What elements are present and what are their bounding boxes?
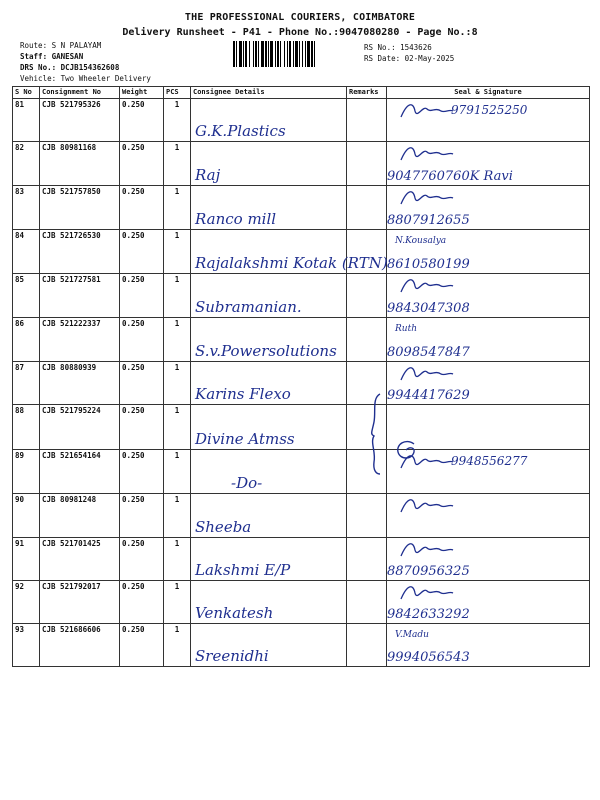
table-header-row [13,87,590,99]
table-row [13,538,590,581]
barcode [233,41,357,67]
cell-sno: 89 [13,450,40,494]
cell-consignment-no: CJB 80981248 [40,494,120,538]
table-row [13,142,590,186]
cell-pcs: 1 [164,405,191,450]
cell-seal-signature [387,494,590,538]
handwritten-consignee: G.K.Plastics [195,122,286,140]
cell-seal-signature [387,318,590,362]
cell-weight: 0.250 [120,624,164,667]
signature-scribble [397,494,457,516]
cell-pcs: 1 [164,186,191,230]
col-header-weight: Weight [120,87,164,99]
handwritten-signature-name: N.Kousalya [395,236,447,246]
cell-remarks [347,142,387,186]
handwritten-consignee: Subramanian. [195,298,302,316]
meta-left-block [20,40,151,84]
runsheet-table [12,86,590,667]
cell-consignee [191,186,347,230]
handwritten-phone: 8870956325 [387,564,470,579]
cell-consignee [191,624,347,667]
cell-sno: 90 [13,494,40,538]
cell-remarks [347,494,387,538]
cell-sno: 88 [13,405,40,450]
handwritten-phone: 8807912655 [387,213,470,228]
table-row [13,274,590,318]
cell-weight: 0.250 [120,318,164,362]
handwritten-phone: 8610580199 [387,257,470,272]
signature-scribble [397,186,457,208]
handwritten-phone: 9842633292 [387,607,470,622]
cell-consignment-no: CJB 80981168 [40,142,120,186]
cell-pcs: 1 [164,99,191,142]
cell-consignee [191,142,347,186]
rs-number: RS No.: 1543626 [364,43,432,52]
cell-sno: 83 [13,186,40,230]
cell-seal-signature [387,186,590,230]
col-header-pcs: PCS [164,87,191,99]
cell-pcs: 1 [164,142,191,186]
cell-pcs: 1 [164,362,191,405]
cell-consignee [191,274,347,318]
signature-scribble [397,142,457,164]
cell-weight: 0.250 [120,99,164,142]
cell-consignee [191,494,347,538]
cell-consignee [191,405,347,450]
handwritten-consignee: Ranco mill [195,210,277,228]
cell-seal-signature [387,581,590,624]
cell-pcs: 1 [164,624,191,667]
cell-seal-signature [387,99,590,142]
signature-scribble [397,538,457,560]
cell-weight: 0.250 [120,450,164,494]
signature-scribble [397,581,457,603]
table-row [13,186,590,230]
cell-seal-signature [387,624,590,667]
cell-pcs: 1 [164,450,191,494]
cell-consignment-no: CJB 521222337 [40,318,120,362]
cell-consignment-no: CJB 521654164 [40,450,120,494]
rs-date: RS Date: 02-May-2025 [364,54,455,63]
handwritten-consignee: Lakshmi E/P [195,561,291,579]
cell-consignee [191,362,347,405]
signature-scribble [397,274,457,296]
runsheet-subtitle: Delivery Runsheet - P41 - Phone No.:9047080280 - Page No.:8 [122,27,478,38]
cell-weight: 0.250 [120,186,164,230]
table-row [13,362,590,405]
staff-label: Staff: GANESAN [20,52,84,61]
table-row [13,494,590,538]
table-row [13,405,590,450]
cell-sno: 81 [13,99,40,142]
cell-pcs: 1 [164,494,191,538]
signature-circle-mark [392,436,422,466]
cell-consignment-no: CJB 80880939 [40,362,120,405]
cell-weight: 0.250 [120,581,164,624]
table-row [13,230,590,274]
cell-consignment-no: CJB 521727581 [40,274,120,318]
table-row [13,318,590,362]
cell-consignee [191,538,347,581]
cell-sno: 91 [13,538,40,581]
cell-consignment-no: CJB 521795224 [40,405,120,450]
handwritten-signature-name: Ruth [395,324,417,334]
cell-remarks [347,581,387,624]
cell-pcs: 1 [164,274,191,318]
cell-weight: 0.250 [120,274,164,318]
col-header-remarks: Remarks [347,87,387,99]
table-row [13,624,590,667]
cell-consignee [191,99,347,142]
handwritten-phone: 9047760760K Ravi [387,169,513,184]
signature-scribble [397,99,457,121]
handwritten-consignee: Divine Atmss [195,430,295,448]
cell-remarks [347,99,387,142]
table-row [13,450,590,494]
col-header-seal: Seal & Signature [387,87,590,99]
handwritten-consignee: S.v.Powersolutions [195,342,337,360]
cell-seal-signature [387,362,590,405]
cell-consignment-no: CJB 521686606 [40,624,120,667]
handwritten-phone: 9843047308 [387,301,470,316]
cell-consignee [191,318,347,362]
cell-weight: 0.250 [120,230,164,274]
col-header-consignment: Consignment No [40,87,120,99]
cell-sno: 85 [13,274,40,318]
cell-seal-signature [387,274,590,318]
handwritten-phone: 8098547847 [387,345,470,360]
cell-weight: 0.250 [120,362,164,405]
cell-sno: 86 [13,318,40,362]
cell-remarks [347,624,387,667]
cell-consignment-no: CJB 521757850 [40,186,120,230]
cell-seal-signature [387,538,590,581]
cell-consignment-no: CJB 521792017 [40,581,120,624]
cell-remarks [347,274,387,318]
col-header-consignee: Consignee Details [191,87,347,99]
cell-weight: 0.250 [120,142,164,186]
handwritten-consignee: -Do- [231,474,263,492]
meta-right-block [364,42,454,64]
handwritten-consignee: Venkatesh [195,604,274,622]
company-title: THE PROFESSIONAL COURIERS, COIMBATORE [184,12,416,23]
cell-sno: 92 [13,581,40,624]
table-row [13,99,590,142]
handwritten-phone: 9944417629 [387,388,470,403]
cell-sno: 84 [13,230,40,274]
cell-consignment-no: CJB 521726530 [40,230,120,274]
handwritten-consignee: Sreenidhi [195,647,269,665]
cell-weight: 0.250 [120,494,164,538]
cell-remarks [347,318,387,362]
route-label: Route: S N PALAYAM [20,41,102,50]
drs-label: DRS No.: DCJB154362608 [20,63,120,72]
cell-seal-signature [387,142,590,186]
table-row [13,581,590,624]
handwritten-signature-name: V.Madu [395,630,429,640]
cell-sno: 82 [13,142,40,186]
cell-seal-signature [387,230,590,274]
bracket-mark [368,392,384,476]
cell-consignment-no: CJB 521701425 [40,538,120,581]
handwritten-consignee: Raj [195,166,221,184]
col-header-sno: S No [13,87,40,99]
cell-consignee [191,450,347,494]
handwritten-phone: 9791525250 [451,103,528,117]
handwritten-phone: 9948556277 [451,454,528,468]
vehicle-label: Vehicle: Two Wheeler Delivery [20,74,151,83]
handwritten-consignee: Rajalakshmi Kotak (RTN) [195,254,388,272]
cell-pcs: 1 [164,318,191,362]
cell-consignee [191,581,347,624]
handwritten-consignee: Karins Flexo [195,385,291,403]
cell-pcs: 1 [164,581,191,624]
handwritten-phone: 9994056543 [387,650,470,665]
cell-consignee [191,230,388,274]
cell-sno: 93 [13,624,40,667]
cell-remarks [347,186,387,230]
cell-weight: 0.250 [120,405,164,450]
cell-pcs: 1 [164,230,191,274]
cell-weight: 0.250 [120,538,164,581]
handwritten-consignee: Sheeba [195,518,252,536]
cell-consignment-no: CJB 521795326 [40,99,120,142]
cell-pcs: 1 [164,538,191,581]
cell-remarks [347,538,387,581]
signature-scribble [397,362,457,384]
cell-sno: 87 [13,362,40,405]
